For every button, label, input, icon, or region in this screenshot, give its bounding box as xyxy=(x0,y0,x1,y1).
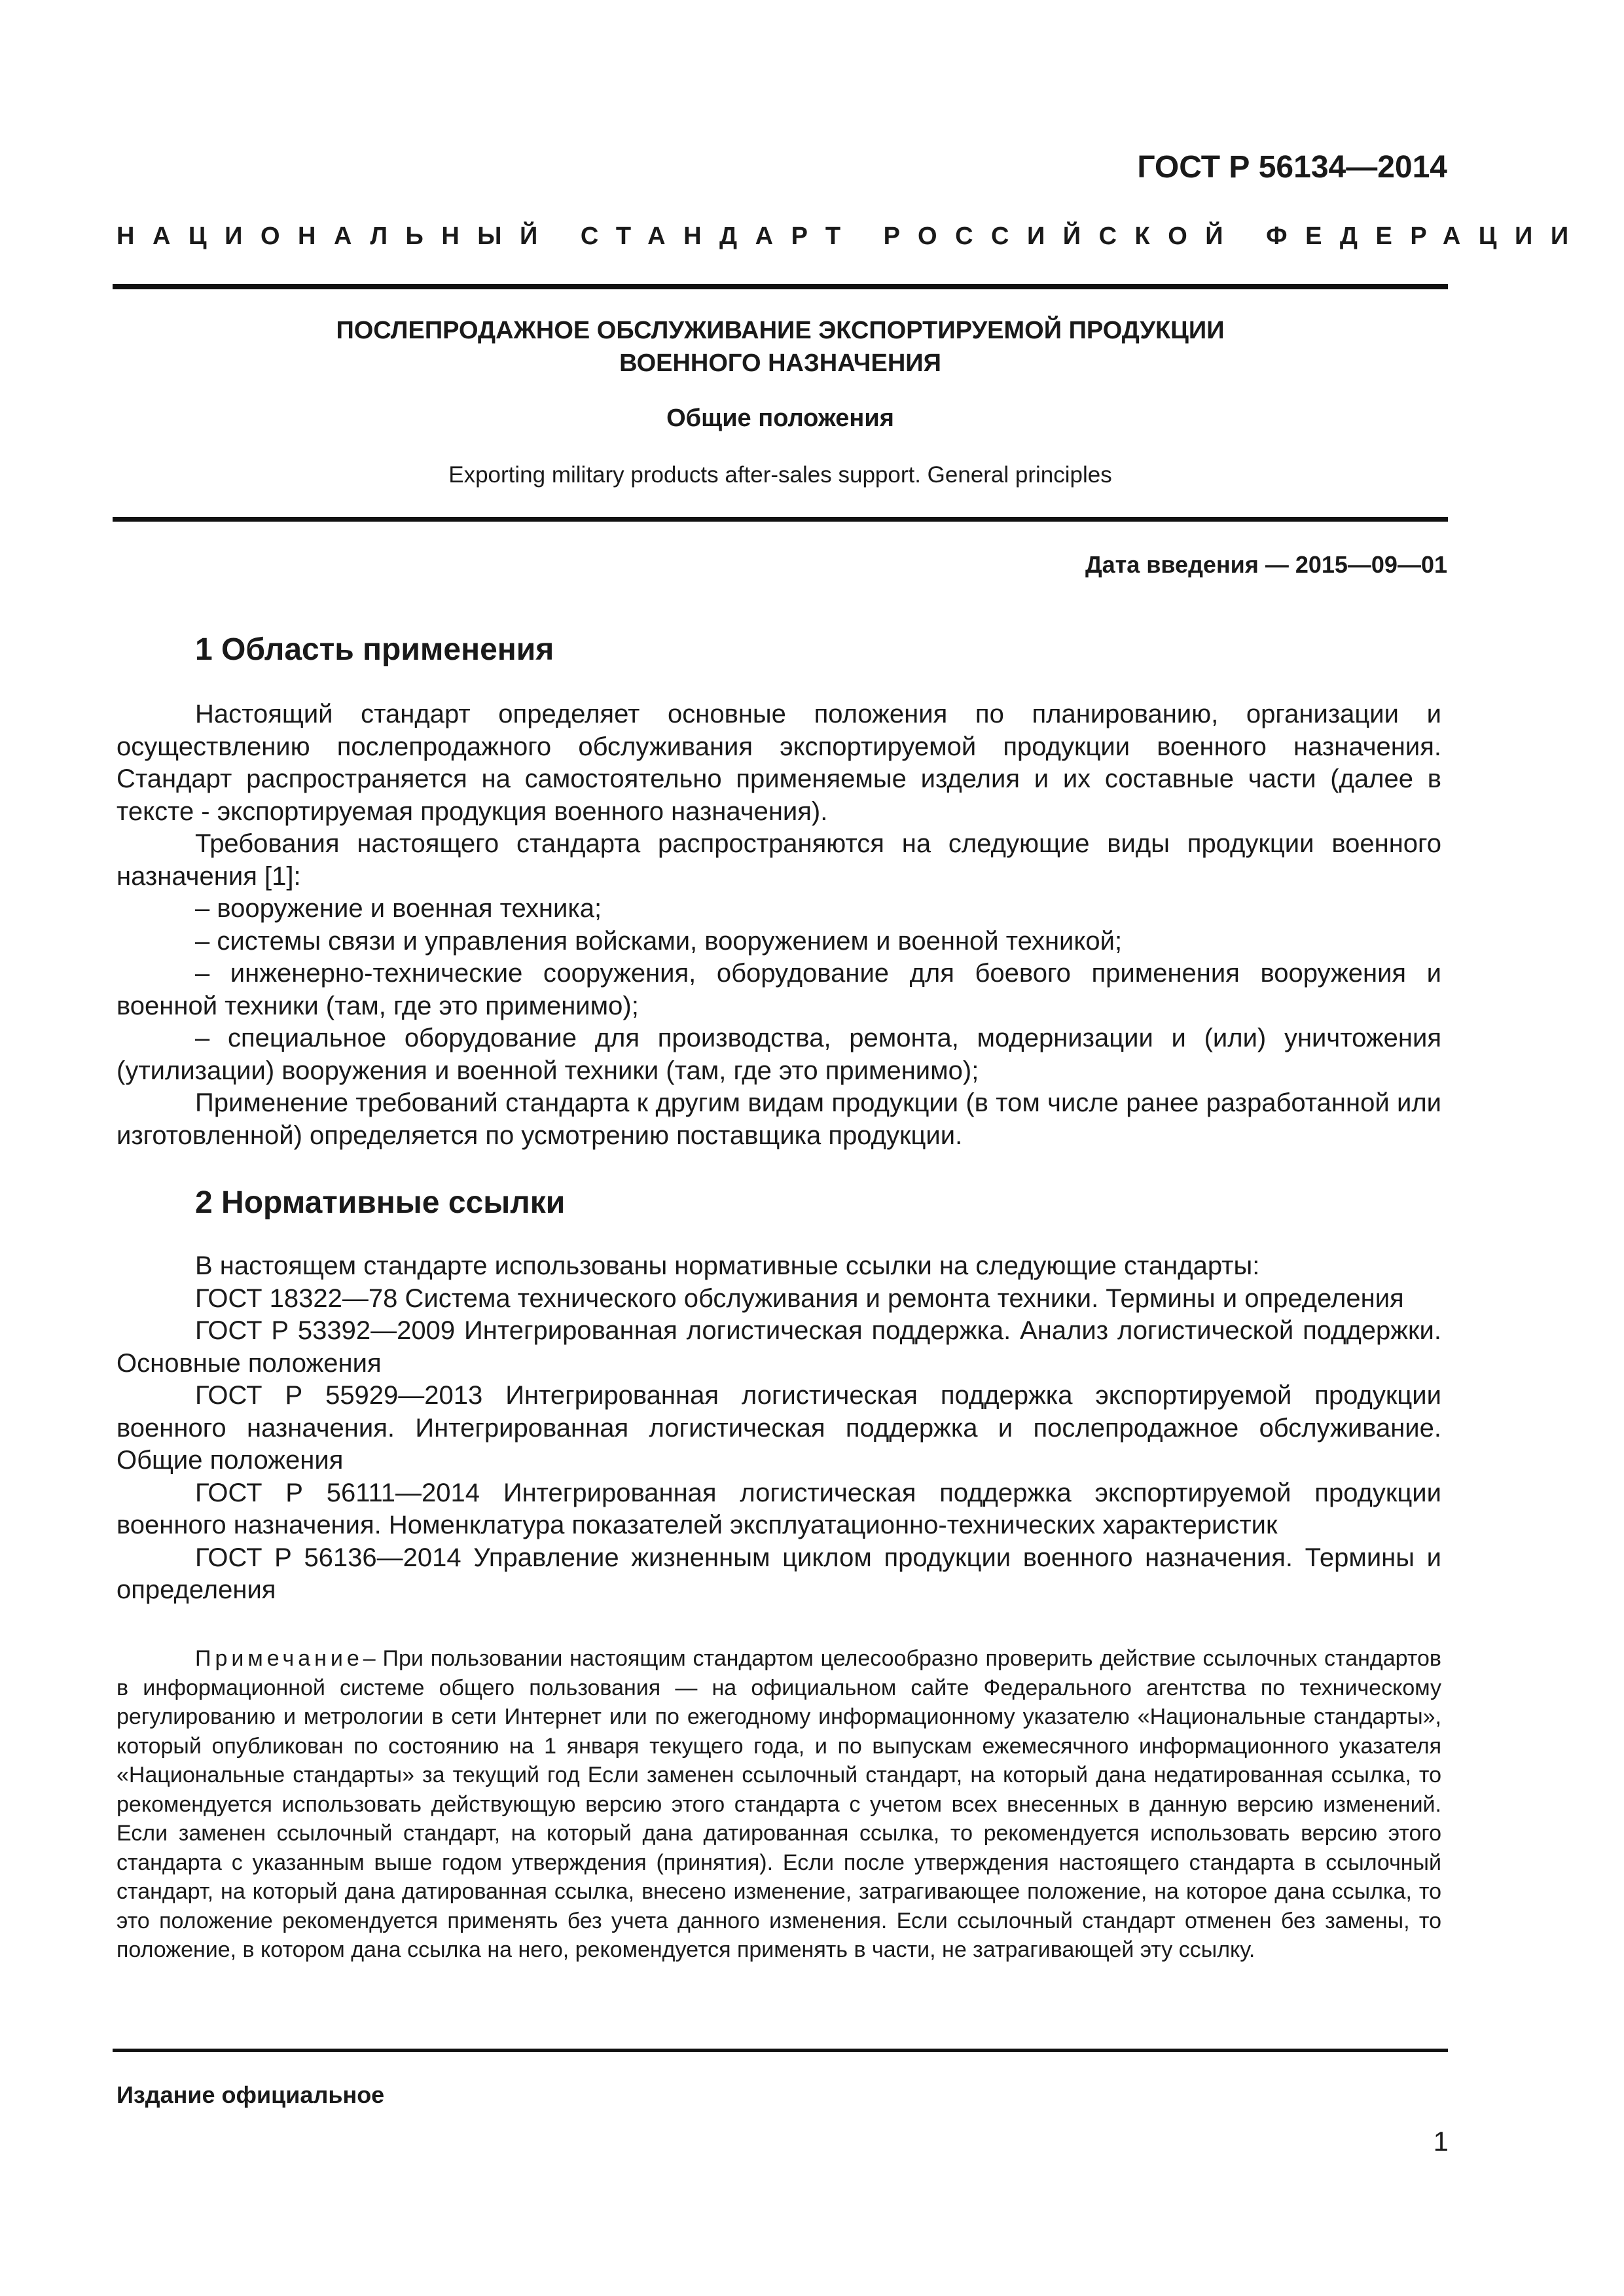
national-standard-banner: НАЦИОНАЛЬНЫЙ СТАНДАРТ РОССИЙСКОЙ ФЕДЕРАЦИИ xyxy=(117,223,1587,250)
title-line-2: ВОЕННОГО НАЗНАЧЕНИЯ xyxy=(619,350,941,377)
reference-item: ГОСТ Р 56136—2014 Управление жизненным циклом продукции военного назначения. Термины и определения xyxy=(117,1543,1441,1604)
section-1-body xyxy=(117,698,1441,1152)
list-item: – инженерно-технические сооружения, оборудование для боевого применения вооружения и военной техники (там, где это применимо); xyxy=(117,959,1441,1020)
paragraph: Настоящий стандарт определяет основные положения по планированию, организации и осуществлению послепродажного обслуживания экспортируемой продукции военного назначения. Стандарт распространяется на самостоятельно применяемые изделия и их составные части (далее в тексте - экспортируемая продукция военного назначения). xyxy=(117,700,1441,826)
english-title: Exporting military products after-sales support. General principles xyxy=(448,462,1112,488)
document-subtitle: Общие положения xyxy=(666,404,894,432)
reference-item: ГОСТ 18322—78 Система технического обслуживания и ремонта техники. Термины и определения xyxy=(195,1283,1404,1313)
divider-title xyxy=(113,517,1448,522)
divider-top xyxy=(113,284,1448,289)
reference-item: ГОСТ Р 56111—2014 Интегрированная логистическая поддержка экспортируемой продукции военного назначения. Номенклатура показателей эксплуатационно-технических характеристик xyxy=(117,1478,1441,1539)
section-2-heading: 2 Нормативные ссылки xyxy=(195,1185,566,1220)
section-2-body xyxy=(117,1250,1441,1607)
reference-item: ГОСТ Р 55929—2013 Интегрированная логистическая поддержка экспортируемой продукции военного назначения. Интегрированная логистическая поддержка и послепродажное обслуживание. Общие положения xyxy=(117,1381,1441,1475)
paragraph: Применение требований стандарта к другим видам продукции (в том числе ранее разработанной или изготовленной) определяется по усмотрению поставщика продукции. xyxy=(117,1088,1441,1150)
document-title xyxy=(113,314,1448,380)
note-label: Примечание xyxy=(195,1646,363,1671)
divider-bottom xyxy=(113,2049,1448,2052)
page-number: 1 xyxy=(1433,2126,1449,2157)
list-item: – вооружение и военная техника; xyxy=(195,894,602,923)
section-1-heading: 1 Область применения xyxy=(195,632,554,667)
list-item: – специальное оборудование для производства, ремонта, модернизации и (или) уничтожения (утилизации) вооружения и военной техники (там, где это применимо); xyxy=(117,1024,1441,1085)
edition-label: Издание официальное xyxy=(117,2081,385,2108)
paragraph: В настоящем стандарте использованы нормативные ссылки на следующие стандарты: xyxy=(195,1251,1260,1280)
introduction-date: Дата введения — 2015—09—01 xyxy=(1085,551,1447,578)
paragraph: Требования настоящего стандарта распространяются на следующие виды продукции военного назначения [1]: xyxy=(117,829,1441,891)
reference-item: ГОСТ Р 53392—2009 Интегрированная логистическая поддержка. Анализ логистической поддержки. Основные положения xyxy=(117,1316,1441,1378)
note-text: – При пользовании настоящим стандартом целесообразно проверить действие ссылочных стандартов в информационной системе общего пользования — на официальном сайте Федерального агентства по техническому регулированию и метрологии в сети Интернет или по ежегодному информационному указателю «Национальные стандарты», который опубликован по состоянию на 1 января текущего года, и по выпускам ежемесячного информационного указателя «Национальные стандарты» за текущий год Если заменен ссылочный стандарт, на который дана недатированная ссылка, то рекомендуется использовать действующую версию этого стандарта с учетом всех внесенных в данную версию изменений. Если заменен ссылочный стандарт, на который дана датированная ссылка, то рекомендуется использовать версию этого стандарта с указанным выше годом утверждения (принятия). Если после утверждения настоящего стандарта в ссылочный стандарт, на который дана датированная ссылка, внесено изменение, затрагивающее положение, на которое дана ссылка, то это положение рекомендуется применять без учета данного изменения. Если ссылочный стандарт отменен без замены, то положение, в котором дана ссылка на него, рекомендуется применять в части, не затрагивающей эту ссылку. xyxy=(117,1646,1441,1962)
title-line-1: ПОСЛЕПРОДАЖНОЕ ОБСЛУЖИВАНИЕ ЭКСПОРТИРУЕМОЙ ПРОДУКЦИИ xyxy=(336,317,1225,344)
document-number: ГОСТ Р 56134—2014 xyxy=(1137,150,1447,185)
note xyxy=(117,1644,1441,1965)
list-item: – системы связи и управления войсками, вооружением и военной техникой; xyxy=(195,926,1123,956)
